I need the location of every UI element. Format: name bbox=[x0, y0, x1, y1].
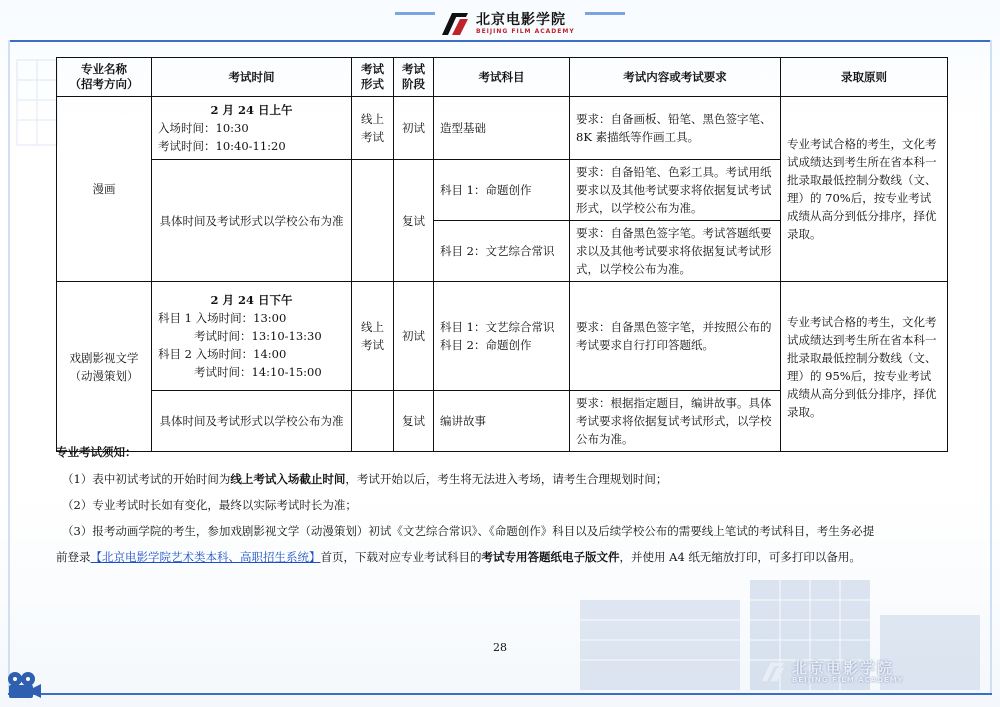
footer-logo-english: BEIJING FILM ACADEMY bbox=[792, 675, 904, 684]
exam-requirement-cell: 要求：自备黑色签字笔。考试答题纸要求以及其他考试要求将依据复试考试形式，以学校公布为准。 bbox=[570, 221, 781, 282]
exam-subject-cell: 科目 2：文艺综合常识 bbox=[434, 221, 570, 282]
subject2-exam-time: 考试时间：14:10-15:00 bbox=[194, 365, 322, 379]
film-camera-icon bbox=[6, 670, 42, 700]
note-1: （1）表中初试考试的开始时间为线上考试入场截止时间，考试开始以后，考生将无法进入考场，请考生合理规划时间； bbox=[62, 472, 668, 486]
exam-stage-cell: 复试 bbox=[394, 160, 434, 282]
header-exam-subject: 考试科目 bbox=[434, 58, 570, 97]
exam-stage-cell: 初试 bbox=[394, 97, 434, 160]
exam-date: 2 月 24 日下午 bbox=[210, 293, 293, 307]
table-row bbox=[57, 282, 948, 391]
exam-time-cell bbox=[152, 282, 352, 391]
exam-subject-cell: 科目 1：命题创作 bbox=[434, 160, 570, 221]
header-logo bbox=[440, 10, 575, 38]
major-xiju: 戏剧影视文学 （动漫策划） bbox=[57, 282, 152, 452]
footer-frame bbox=[8, 693, 992, 695]
exam-requirement-cell: 要求：自备黑色签字笔，并按照公布的考试要求自行打印答题纸。 bbox=[570, 282, 781, 391]
note-3: （3）报考动画学院的考生，参加戏剧影视文学（动漫策划）初试《文艺综合常识》、《命题创作》科目以及后续学校公布的需要线上笔试的考试科目，考生务必提 bbox=[62, 524, 875, 538]
page-number: 28 bbox=[493, 641, 507, 654]
note-3-continued: 前登录【北京电影学院艺术类本科、高职招生系统】首页，下载对应专业考试科目的考试专用答题纸电子版文件，并使用 A4 纸无缩放打印，可多打印以备用。 bbox=[56, 550, 861, 564]
footer-logo bbox=[760, 660, 904, 684]
exam-form-cell bbox=[352, 160, 394, 282]
subject1-exam-time: 考试时间：13:10-13:30 bbox=[194, 329, 322, 343]
exam-subject-cell: 造型基础 bbox=[434, 97, 570, 160]
admission-system-link[interactable]: 【北京电影学院艺术类本科、高职招生系统】 bbox=[90, 550, 321, 564]
footer-logo-chinese: 北京电影学院 bbox=[792, 659, 895, 677]
header-exam-form: 考试 形式 bbox=[352, 58, 394, 97]
table-header-row bbox=[57, 58, 948, 97]
exam-time-cell: 具体时间及考试形式以学校公布为准 bbox=[152, 160, 352, 282]
film-academy-logo-icon bbox=[440, 11, 470, 37]
exam-date: 2 月 24 日上午 bbox=[210, 103, 293, 117]
exam-form-cell: 线上 考试 bbox=[352, 282, 394, 391]
table-row bbox=[57, 97, 948, 160]
exam-time-cell bbox=[152, 97, 352, 160]
exam-requirement-cell: 要求：根据指定题目，编讲故事。具体考试要求将依据复试考试形式，以学校公布为准。 bbox=[570, 391, 781, 452]
header-exam-time: 考试时间 bbox=[152, 58, 352, 97]
header-exam-content: 考试内容或考试要求 bbox=[570, 58, 781, 97]
exam-requirement-cell: 要求：自备铅笔、色彩工具。考试用纸要求以及其他考试要求将依据复试考试形式，以学校公布为准。 bbox=[570, 160, 781, 221]
footer-logo-icon bbox=[760, 661, 786, 683]
exam-subject-cell: 科目 1：文艺综合常识 科目 2：命题创作 bbox=[434, 282, 570, 391]
exam-stage-cell: 初试 bbox=[394, 282, 434, 391]
header-major: 专业名称 （招考方向） bbox=[57, 58, 152, 97]
admission-principle-cell: 专业考试合格的考生，文化考试成绩达到考生所在省本科一批录取最低控制分数线（文、理）的 95%后，按专业考试成绩从高分到低分排序，择优录取。 bbox=[781, 282, 948, 452]
subject1-entry-time: 科目 1 入场时间：13:00 bbox=[158, 311, 287, 325]
header-exam-stage: 考试 阶段 bbox=[394, 58, 434, 97]
exam-time-cell: 具体时间及考试形式以学校公布为准 bbox=[152, 391, 352, 452]
entry-time: 入场时间：10:30 bbox=[158, 121, 249, 135]
exam-requirement-cell: 要求：自备画板、铅笔、黑色签字笔、8K 素描纸等作画工具。 bbox=[570, 97, 781, 160]
exam-subject-cell: 编讲故事 bbox=[434, 391, 570, 452]
exam-schedule-table bbox=[56, 57, 948, 452]
exam-form-cell bbox=[352, 391, 394, 452]
subject2-entry-time: 科目 2 入场时间：14:00 bbox=[158, 347, 287, 361]
header-stripe bbox=[585, 12, 625, 15]
exam-notes bbox=[56, 444, 947, 570]
header-stripe bbox=[395, 12, 435, 15]
background-building-left bbox=[12, 50, 62, 150]
admission-principle-cell: 专业考试合格的考生，文化考试成绩达到考生所在省本科一批录取最低控制分数线（文、理）的 70%后，按专业考试成绩从高分到低分排序，择优录取。 bbox=[781, 97, 948, 282]
left-frame bbox=[8, 40, 10, 693]
logo-chinese-name: 北京电影学院 bbox=[476, 12, 566, 28]
major-manhua: 漫画 bbox=[57, 97, 152, 282]
logo-english-name: BEIJING FILM ACADEMY bbox=[476, 28, 575, 35]
notes-title: 专业考试须知： bbox=[56, 445, 137, 459]
exam-form-cell: 线上 考试 bbox=[352, 97, 394, 160]
right-frame bbox=[990, 40, 992, 693]
note-2: （2）专业考试时长如有变化，最终以实际考试时长为准； bbox=[62, 498, 357, 512]
header-admission-principle: 录取原则 bbox=[781, 58, 948, 97]
exam-duration: 考试时间：10:40-11:20 bbox=[158, 139, 286, 153]
exam-stage-cell: 复试 bbox=[394, 391, 434, 452]
